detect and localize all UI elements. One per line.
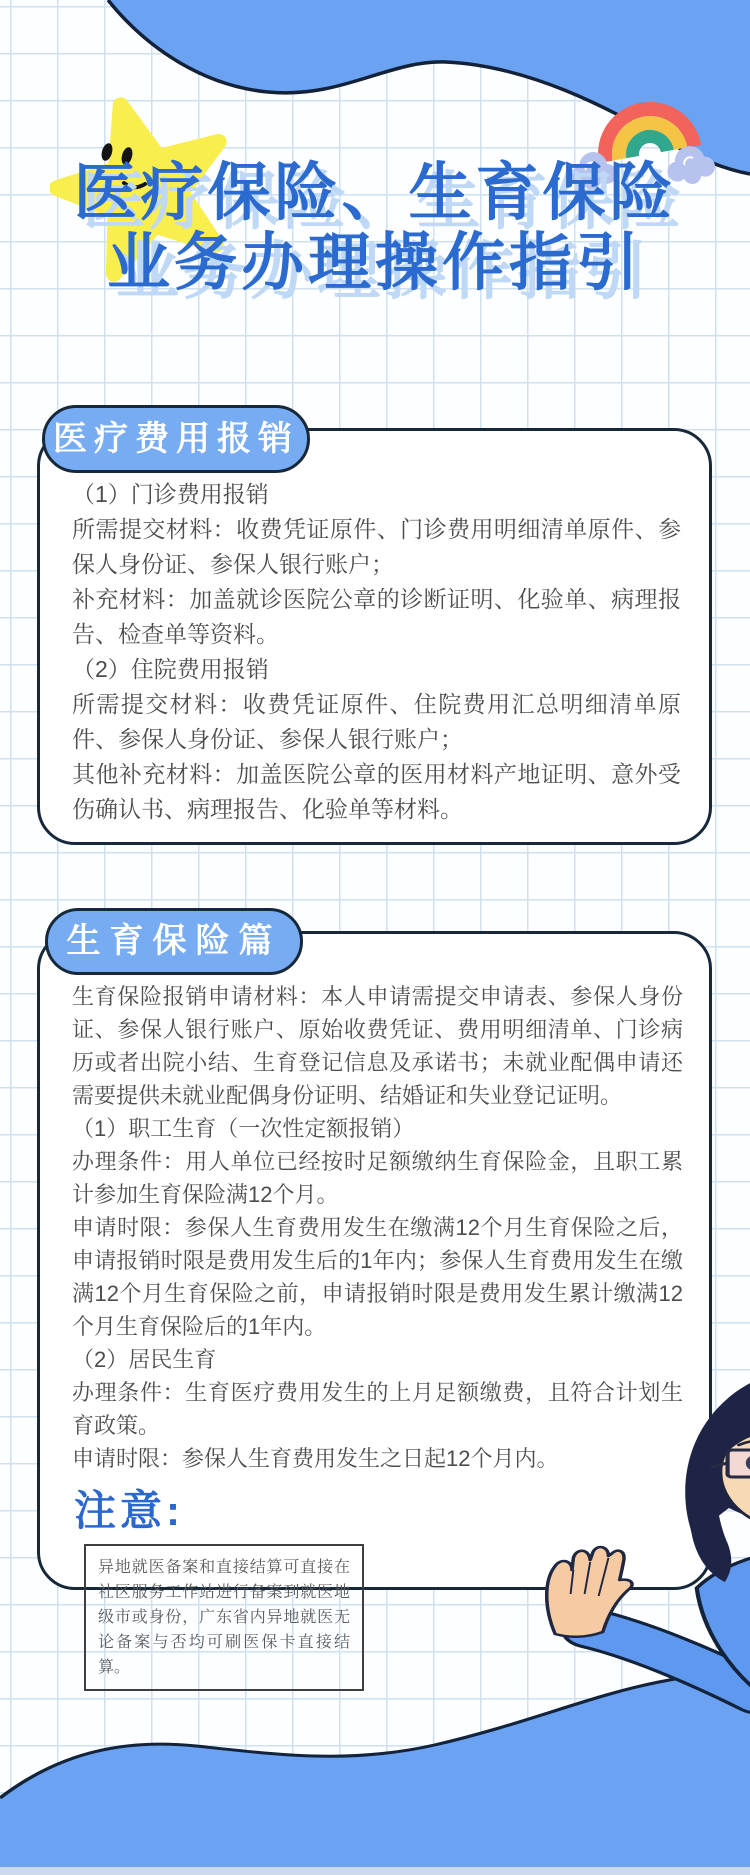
paragraph: 所需提交材料：收费凭证原件、住院费用汇总明细清单原件、参保人身份证、参保人银行账户； [72, 691, 681, 752]
woman-presenter-illustration [0, 1340, 750, 1875]
section-maternity-title-pill [45, 908, 303, 975]
paragraph: 申请时限：参保人生育费用发生在缴满12个月生育保险之后，申请报销时限是费用发生后的1年内；参保人生育费用发生在缴满12个月生育保险之前，申请报销时限是费用发生累计缴满12个月生育保险后的1年内。 [72, 1215, 683, 1339]
footer-wave-shape [0, 1673, 750, 1875]
page-title-line2: 业务办理操作指引 [107, 228, 643, 298]
paragraph: 其他补充材料：加盖医院公章的医用材料产地证明、意外受伤确认书、病理报告、化验单等材料。 [72, 761, 681, 822]
paragraph: 办理条件：生育医疗费用发生的上月足额缴费，且符合计划生育政策。 [72, 1380, 683, 1438]
paragraph: （2）住院费用报销 [72, 656, 269, 682]
section-medical-card [37, 428, 712, 845]
section-maternity-title: 生育保险篇 [66, 922, 282, 960]
page-title-line1: 医疗保险、生育保险 [73, 158, 677, 228]
notice-label: 注意: [74, 1487, 184, 1534]
paragraph: 办理条件：用人单位已经按时足额缴纳生育保险金，且职工累计参加生育保险满12个月。 [72, 1149, 683, 1207]
section-medical-text [40, 431, 709, 827]
section-medical-title: 医疗费用报销 [53, 420, 299, 458]
page-title [0, 158, 750, 298]
paragraph: （1）职工生育（一次性定额报销） [72, 1116, 415, 1141]
section-medical-title-pill [42, 405, 310, 473]
notice-box: 异地就医备案和直接结算可直接在社区服务工作站进行备案到就医地级市或身份，广东省内异地就医无论备案与否均可刷医保卡直接结算。 [84, 1544, 364, 1691]
paragraph: 所需提交材料：收费凭证原件、门诊费用明细清单原件、参保人身份证、参保人银行账户； [72, 516, 681, 577]
paragraph: （1）门诊费用报销 [72, 481, 269, 507]
paragraph: 生育保险报销申请材料：本人申请需提交申请表、参保人身份证、参保人银行账户、原始收费凭证、费用明细清单、门诊病历或者出院小结、生育登记信息及承诺书；未就业配偶申请还需要提供未就业配偶身份证明、结婚证和失业登记证明。 [72, 984, 683, 1108]
paragraph: 补充材料：加盖就诊医院公章的诊断证明、化验单、病理报告、检查单等资料。 [72, 586, 681, 647]
paragraph: 申请时限：参保人生育费用发生之日起12个月内。 [72, 1446, 559, 1471]
paragraph: （2）居民生育 [72, 1347, 217, 1372]
